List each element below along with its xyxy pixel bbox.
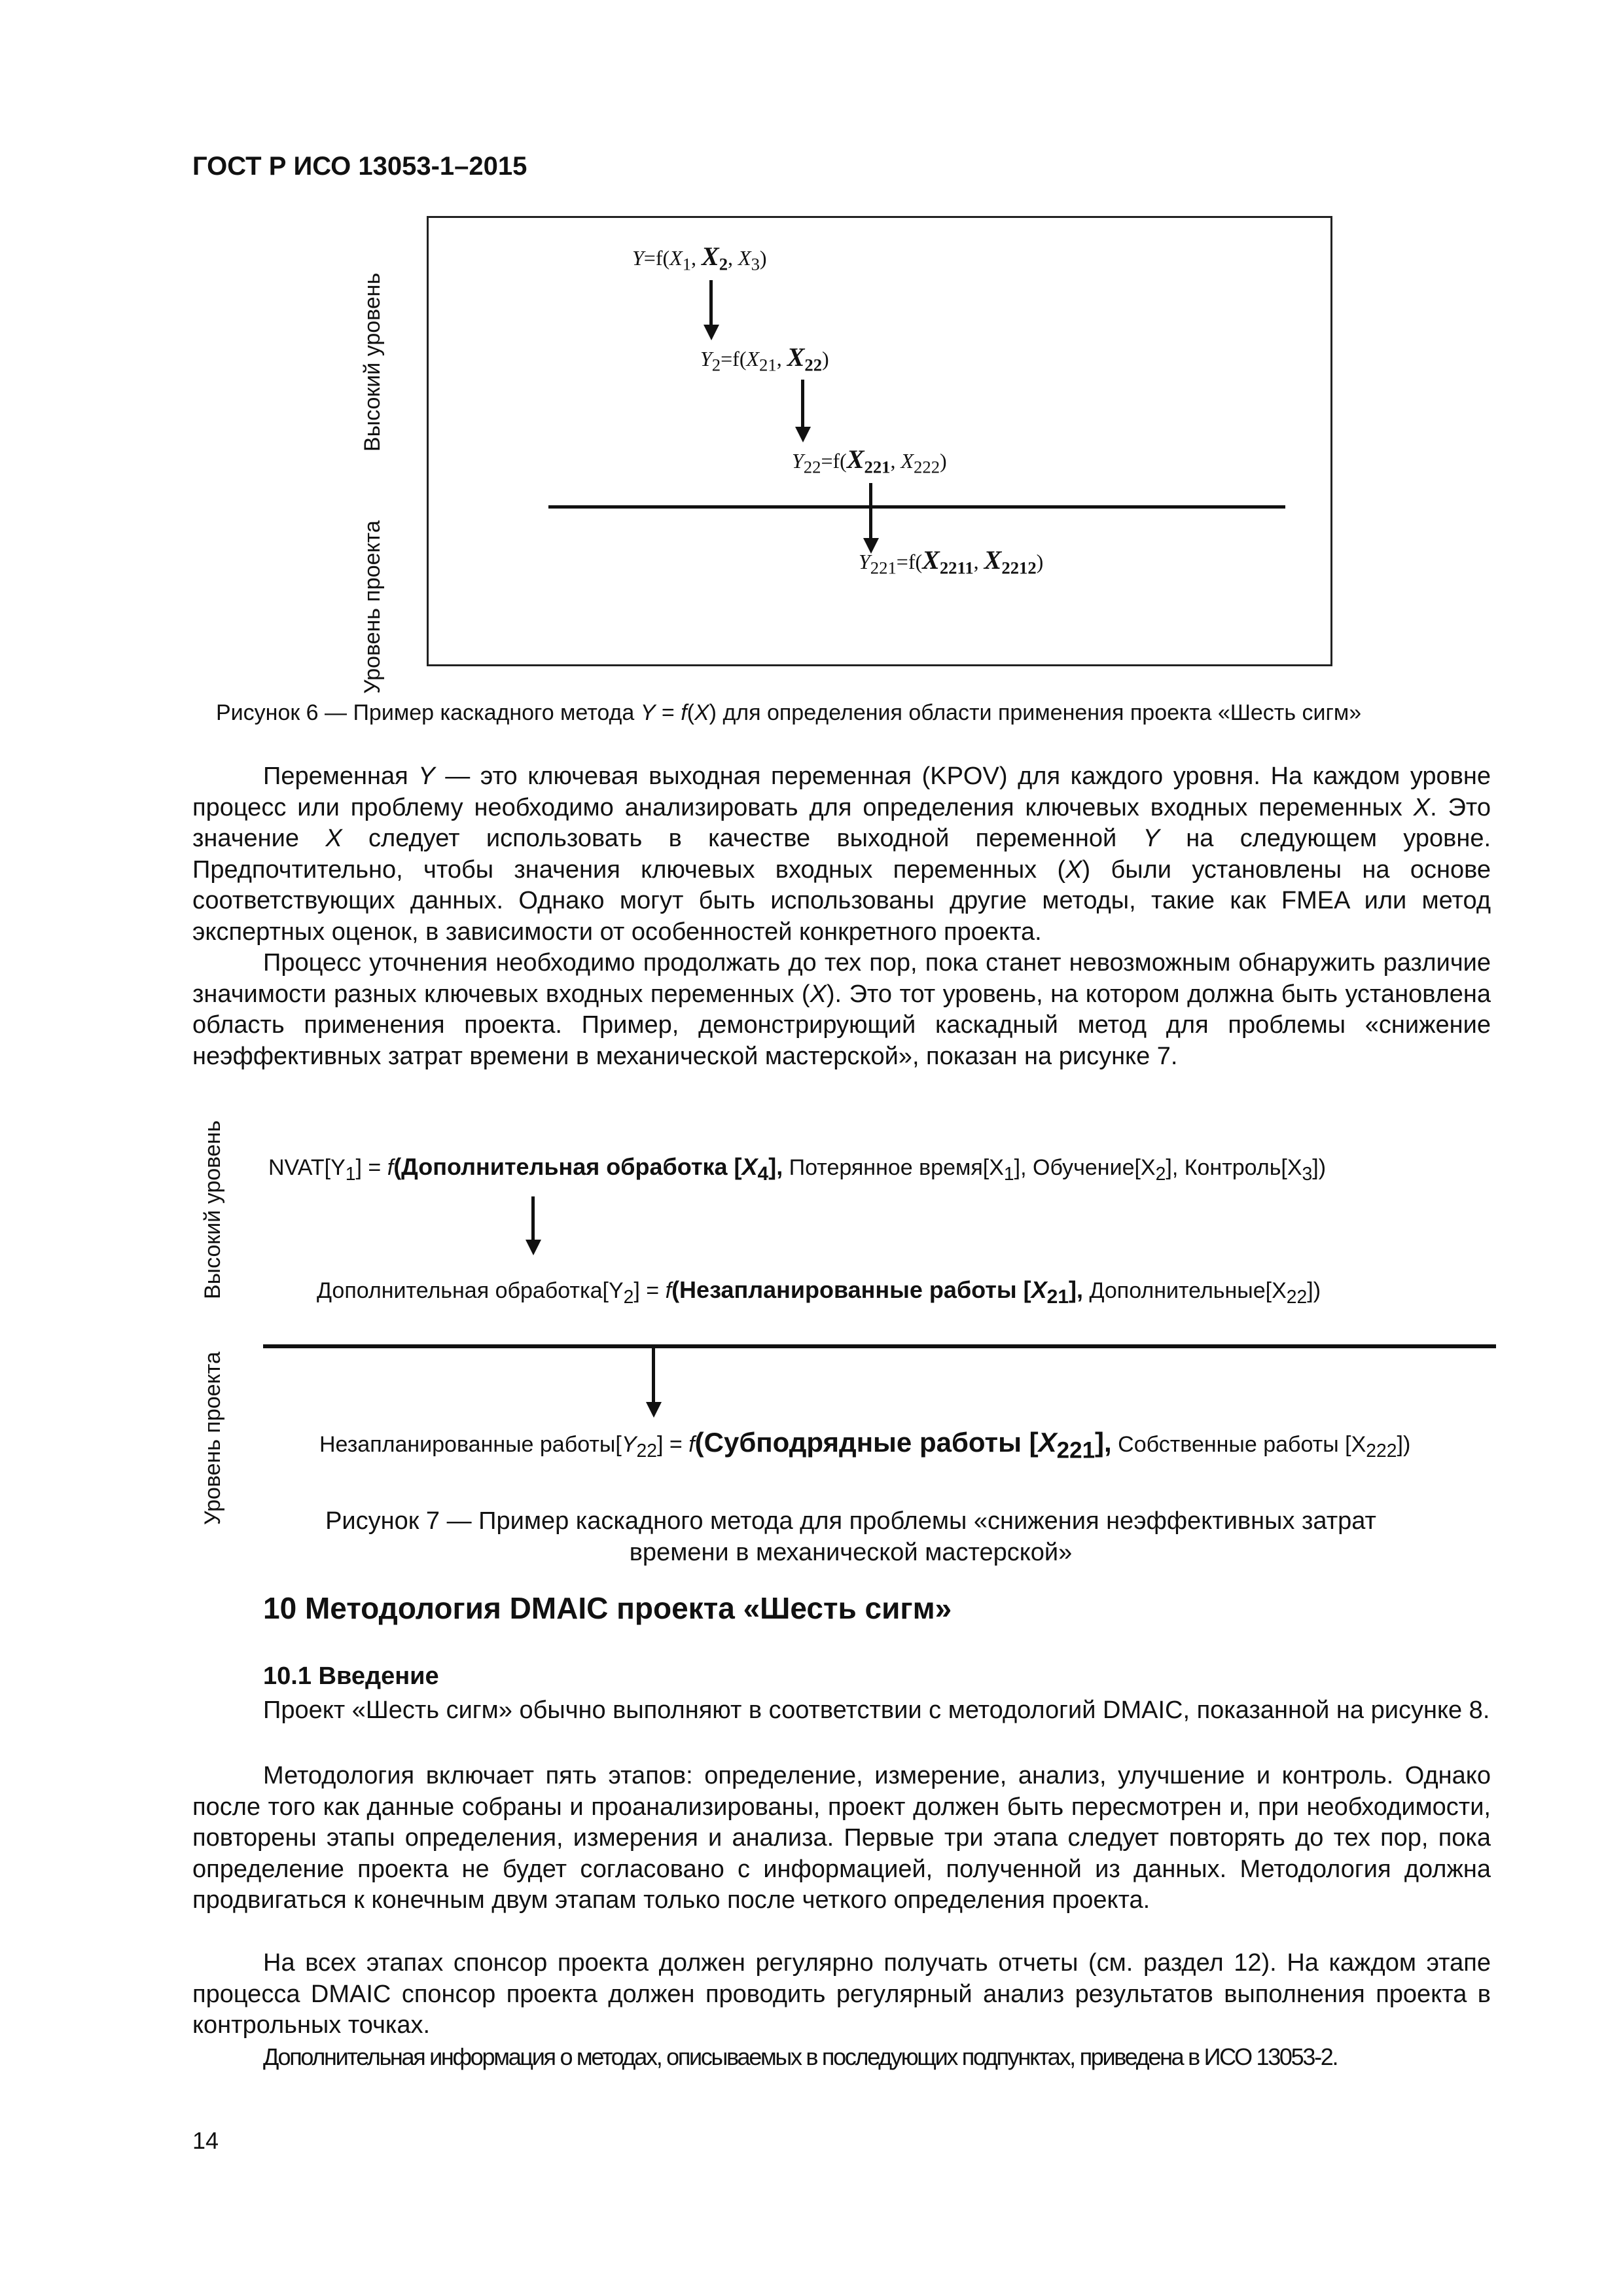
figure-6-level-divider <box>548 505 1285 509</box>
figure-6-equation-1: $Y=f(X_1$, $X_2$, $X_3$) <box>632 242 767 274</box>
figure-7-equation-1: $NVAT[Y_1]$ = f(Дополнительная обработка $[X_4]$, Потерянное $время[X_1]$, $Обучение[X_2]$, $Контроль[X_3]$) <box>268 1153 1327 1185</box>
subsection-10-1-title: 10.1 Введение <box>263 1662 439 1690</box>
figure-7-arrow-1 <box>531 1196 535 1242</box>
paragraph-kpov: Переменная Y — это ключевая выходная переменная (KPOV) для каждого уровня. На каждом уровне процесс или проблему необходимо анализировать для определения ключевых входных переменных X. Это значение X следует использовать в качестве выходной переменной Y на следующем уровне. Предпочтительно, чтобы значения ключевых входных переменных (X) были установлены на основе соответствующих данных. Однако могут быть использованы другие методы, такие как FMEA или метод экспертных оценок, в зависимости от особенностей конкретного проекта. <box>192 762 1491 946</box>
figure-6-label-project-level: Уровень проекта <box>360 520 385 694</box>
paragraph-sponsor-reports: На всех этапах спонсор проекта должен регулярно получать отчеты (см. раздел 12). На каждом этапе процесса DMAIC спонсор проекта должен проводить регулярный анализ результатов выполнения проекта в контрольных точках. <box>192 1949 1491 2039</box>
figure-6-equation-2: $Y_2=f(X_{21}$, $X_{22}$) <box>700 342 829 375</box>
figure-6-label-high-level: Высокий уровень <box>360 272 385 452</box>
paragraph-dmaic-stages: Методология включает пять этапов: определение, измерение, анализ, улучшение и контроль. Однако после того как данные собраны и проанализированы, проект должен быть пересмотрен и, при необходимости, повторены этапы определения, измерения и анализа. Первые три этапа следует повторять до тех пор, пока определение проекта не будет согласовано с информацией, полученной из данных. Методология должна продвигаться к конечным двум этапам только после четкого определения проекта. <box>192 1762 1491 1914</box>
page-number: 14 <box>192 2127 219 2154</box>
figure-6-caption: Рисунок 6 — Пример каскадного метода Y = f(X) для определения области применения проекта «Шесть сигм» <box>216 700 1362 725</box>
figure-6-frame <box>427 216 1332 666</box>
figure-7-caption: Рисунок 7 — Пример каскадного метода для проблемы «снижения неэффективных затрат времени в механической мастерской» <box>325 1507 1376 1566</box>
figure-6-arrow-2 <box>801 380 804 429</box>
figure-6-arrow-1 <box>709 280 713 326</box>
figure-6-equation-3: $Y_{22}=f(X_{221}$, $X_{222}$) <box>792 444 947 477</box>
paragraph-refinement: Процесс уточнения необходимо продолжать до тех пор, пока станет невозможным обнаружить различие значимости разных ключевых входных переменных (X). Это тот уровень, на котором должна быть установлена область применения проекта. Пример, демонстрирующий каскадный метод для проблемы «снижение неэффективных затрат времени в механической мастерской», показан на рисунке 7. <box>192 949 1491 1070</box>
figure-6-equation-4: $Y_{221}=f(X_{2211}$, $X_{2212}$) <box>859 545 1044 578</box>
figure-7-level-divider <box>263 1344 1496 1348</box>
figure-6-arrow-3 <box>869 483 872 541</box>
figure-6-arrowhead-2 <box>795 427 811 442</box>
figure-7-arrow-2 <box>652 1347 655 1405</box>
figure-7-arrowhead-2 <box>646 1402 662 1418</box>
figure-7-label-project-level: Уровень проекта <box>200 1352 225 1525</box>
figure-7-equation-3: Незапланированные $работы[Y_{22}]$ = f(Субподрядные работы $[X_{221}]$, Собственные работы $[X_{222}]$) <box>319 1427 1411 1463</box>
paragraph-additional-info: Дополнительная информация о методах, описываемых в последующих подпунктах, приведена в ИСО 13053-2. <box>263 2043 1338 2070</box>
figure-7-equation-2: Дополнительная $обработка[Y_2]$ = f(Незапланированные работы $[X_{21}]$, $Дополнительные[X_{22}]$) <box>317 1276 1321 1308</box>
figure-7-arrowhead-1 <box>526 1240 541 1255</box>
document-header: ГОСТ Р ИСО 13053-1–2015 <box>192 152 527 181</box>
paragraph-dmaic-intro: Проект «Шесть сигм» обычно выполняют в соответствии с методологий DMAIC, показанной на рисунке 8. <box>263 1696 1490 1724</box>
section-10-title: 10 Методология DMAIC проекта «Шесть сигм» <box>263 1591 952 1625</box>
figure-6-arrowhead-1 <box>704 325 719 340</box>
figure-7-label-high-level: Высокий уровень <box>200 1120 225 1299</box>
